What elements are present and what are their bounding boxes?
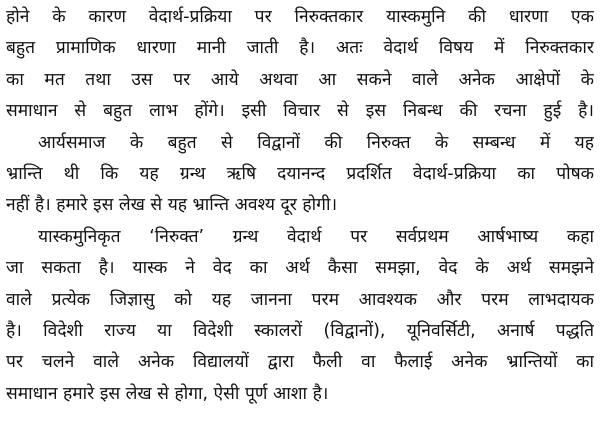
text-line: जा सकता है। यास्क ने वेद का अर्थ कैसा समझा, वेद के अर्थ समझने xyxy=(6,258,594,279)
text-line: का मत तथा उस पर आये अथवा आ सकने वाले अनेक आक्षेपों के xyxy=(6,69,594,90)
text-line: पर चलने वाले अनेक विद्यालयों द्वारा फैली वा फैलाई अनेक भ्रान्तियों का xyxy=(6,352,594,373)
text-line: समाधान से बहुत लाभ होंगे। इसी विचार से इस निबन्ध की रचना हुई है। xyxy=(6,101,594,122)
paragraph-3 xyxy=(6,222,594,410)
paragraph-1 xyxy=(6,2,594,128)
text-line: भ्रान्ति थी कि यह ग्रन्थ ऋषि दयानन्द प्रदर्शित वेदार्थ-प्रक्रिया का पोषक xyxy=(6,163,594,184)
text-line: है। विदेशी राज्य या विदेशी स्कालरों (विद्वानों), यूनिवर्सिटी, अनार्ष पद्धति xyxy=(6,320,594,341)
text-line: यास्कमुनिकृत ‘निरुक्त’ ग्रन्थ वेदार्थ पर सर्वप्रथम आर्षभाष्य कहा xyxy=(38,226,594,247)
text-line: नहीं है। हमारे इस लेख से यह भ्रान्ति अवश्य दूर होगी। xyxy=(6,195,338,216)
text-line: बहुत प्रामाणिक धारणा मानी जाती है। अतः वेदार्थ विषय में निरुक्तकार xyxy=(6,38,594,59)
text-line: आर्यसमाज के बहुत से विद्वानों की निरुक्त के सम्बन्ध में यह xyxy=(38,132,594,153)
paragraph-2 xyxy=(6,128,594,222)
text-line: समाधान हमारे इस लेख से होगा, ऐसी पूर्ण आशा है। xyxy=(6,383,329,404)
text-line: वाले प्रत्येक जिज्ञासु को यह जानना परम आवश्यक और परम लाभदायक xyxy=(6,289,594,310)
text-line: होने के कारण वेदार्थ-प्रक्रिया पर निरुक्तकार यास्कमुनि की धारणा एक xyxy=(6,7,594,27)
